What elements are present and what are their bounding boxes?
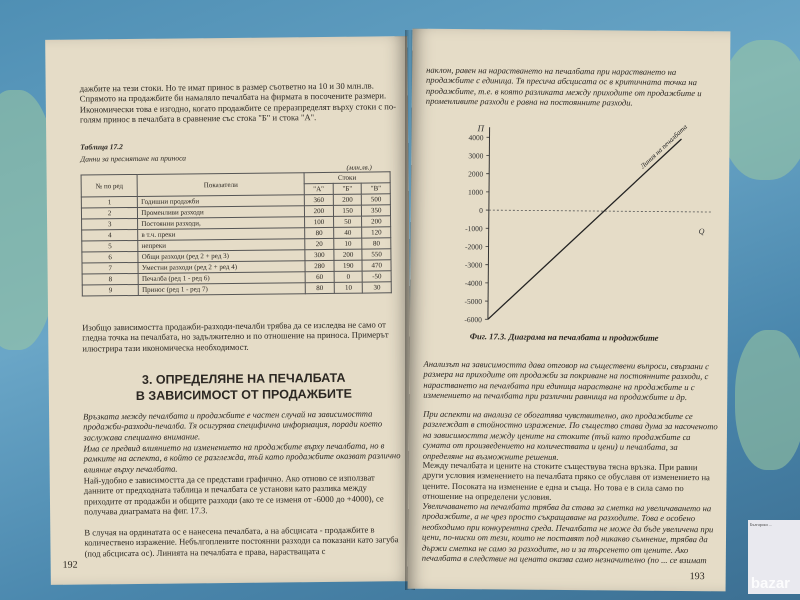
table-cell-no: 3 [82,218,138,230]
y-tick-label: -1000 [465,224,483,234]
table-cell-a: 80 [305,282,334,293]
y-tick-label: -3000 [464,260,483,270]
scrap-text: Български ... [750,522,772,527]
y-tick-label: 1000 [467,187,484,197]
y-tick-label: 4000 [468,133,484,143]
table-cell-no: 4 [82,229,138,241]
body-paragraph-1: Връзката между печалбата и продажбите е частен случай на зависимостта продажби-разходи-печалба. Тя осигурява специфична информация, поради което заслужава специално внимание. [83,408,383,443]
intro-paragraph: дажбите на тези стоки. Но те имат принос в размер съответно на 10 и 30 млн.лв. Спрямото на продажбите би намаляло печалбата на фирмата в посочените размери. Икономически това е изгодно, когато продажбите се преразпределят върху стоки с по-голям принос в печалбата в сравнение със стока "Б" и стока "А". [79,80,397,125]
table-cell-no: 8 [82,273,138,285]
table-cell-a: 300 [305,249,334,260]
col-header-indicators: Показатели [137,173,304,197]
col-header-no: № по ред [81,174,138,197]
table-cell-a: 80 [305,227,334,238]
table-cell-a: 100 [304,216,333,227]
table-row [82,282,391,296]
table-cell-b: 200 [334,249,363,260]
y-tick-label: -2000 [465,242,483,252]
page-number-right: 193 [689,571,705,583]
table-cell-no: 7 [82,262,138,274]
y-tick-label: 0 [479,206,483,216]
x-axis-label: Q [698,226,705,236]
right-body-paragraph-2: При аспекти на анализа се обогатява чувствително, ако продажбите се разглеждат в стойностно изражение. По същество става дума за насоченото на зависимостта между цените на стоките (тъй като продажбите са сумата от произведението на количествата и цени) и печалбата, за определяне на възможните решения. [422,408,718,462]
table-subtitle: Данни за пресмятане на приноса [80,153,187,164]
table-cell-b: 50 [333,216,362,227]
table-caption: Таблица 17.2 [80,142,123,152]
map-landmass [735,330,800,470]
table-cell-b: 190 [334,260,363,271]
profit-chart [430,119,722,337]
table-cell-v: 120 [362,227,391,238]
right-body-paragraph-3: Между печалбата и цените на стоките съществува тясна връзка. При равни други условия изменението на печалбата прякo се обуславя от изменението на цените. Посоката на изменение е една и съща. Но това е в сила само по отношение на определени условия. [422,459,710,503]
table-cell-no: 9 [82,284,138,296]
table-cell-label: Променливи разходи [138,206,305,219]
table-cell-v: 30 [363,282,392,293]
section-title-line-2: В ЗАВИСИМОСТ ОТ ПРОДАЖБИТЕ [135,386,352,403]
after-table-paragraph: Изобщо зависимостта продажби-разходи-печалби трябва да се изследва не само от гледна точка на печалбата, но задължително и по отношение на приноса. Примерът илюстрира тази икономическа необходимост. [82,319,389,354]
table-cell-label: Годишни продажби [138,195,305,208]
col-header-goods: Стоки [304,172,390,184]
y-tick-label: 3000 [468,151,484,161]
table-cell-v: -50 [363,271,392,282]
col-header-a: "А" [304,183,333,194]
table-cell-no: 6 [82,251,138,263]
y-tick-label: 2000 [468,169,484,179]
table-cell-b: 200 [333,194,362,205]
table-cell-label: в т.ч. преки [138,228,305,241]
table-cell-label: Печалба (ред 1 - ред 6) [138,272,305,285]
table-cell-no: 1 [81,196,137,208]
body-paragraph-4: В случая на ординатата ос е нанесена печалбата, а на абсцисата - продажбите в количествено изражение. Небългоплените постоянни разходи са показани като загуба (под абсцисата ос). Линията на печалбата е права, нарастващата с [84,524,399,559]
table-cell-a: 360 [304,194,333,205]
y-axis [488,127,490,319]
profit-line [488,137,682,321]
table-cell-label: Общи разходи (ред 2 + ред 3) [138,250,305,263]
body-paragraph-2: Има се предвид влиянието на изменението на продажбите върху печалбата, но в рамките на аспекта, в който се разглежда, тъй като продажбите оказват различно влияние върху печалбата. [83,440,401,475]
table-cell-b: 10 [334,238,363,249]
table-cell-v: 200 [362,216,391,227]
y-tick-label: -6000 [464,315,482,325]
figure-caption: Фиг. 17.3. Диаграма на печалбата и продажбите [469,331,659,343]
section-title-line-1: 3. ОПРЕДЕЛЯНЕ НА ПЕЧАЛБАТА [141,370,346,387]
book-page-right [408,29,731,592]
table-cell-b: 0 [334,271,363,282]
table-cell-v: 350 [362,205,391,216]
table-cell-label: Уместни разходи (ред 2 + ред 4) [138,261,305,274]
table-cell-label: непреки [138,239,305,252]
col-header-v: "В" [362,183,391,194]
table-cell-v: 550 [362,249,391,260]
table-cell-a: 280 [305,260,334,271]
profit-line-label: Линия на печалбата [638,123,689,171]
body-paragraph-3: Най-удобно е зависимостта да се представи графично. Ако отново се използват данните от предходната таблица и печалбата се установи като разлика между приходите от продажби и общите разходи (ако те се изменя от -6000 до +4000), се получава диаграмата на фиг. 17.3. [83,472,384,517]
table-cell-v: 80 [362,238,391,249]
top-paragraph: наклон, равен на нарастването на печалбата при нарастването на продажбите с единица. Тя пресича абсцисата ос в критичната точка на продажбите, т.е. в която разликата между приходите от продажбите и променливите разходи е равна на постоянните разходи. [425,64,702,108]
watermark-logo: bazar [750,575,790,592]
table-cell-b: 150 [333,205,362,216]
table-cell-no: 2 [81,207,137,219]
table-cell-v: 500 [362,194,391,205]
section-title [129,370,359,404]
y-tick-label: -4000 [464,278,483,288]
right-body-paragraph-1: Анализът на зависимостта дава отговор на съществени въпроси, свързани с размера на приходите от продажби за покриване на постоянните разходи, с нарастването на печалбата при единица нарастване на продажбите и с изменението на печалбата при различни равнища на продажбите и др. [423,358,709,403]
data-table [81,171,392,296]
page-number-left: 192 [62,559,78,571]
table-cell-a: 200 [304,205,333,216]
table-cell-a: 60 [305,271,334,282]
table-cell-v: 470 [362,260,391,271]
table-cell-no: 5 [82,240,138,252]
col-header-b: "Б" [333,183,362,194]
map-landmass [720,40,800,180]
y-tick-label: -5000 [464,296,483,307]
table-cell-b: 10 [334,282,363,293]
book-page-left [45,36,413,585]
table-cell-b: 40 [334,227,363,238]
table-cell-label: Постоянни разходи, [138,217,305,230]
table-unit: (млн.лв.) [346,163,372,172]
right-body-paragraph-4: Увеличаването на печалбата трябва да става за сметка на увеличаването на продажбите, а не чрез просто съкращаване на разходите. Това е особено необходимо при конкурентна среда. Печалбата не може да бъде увеличена при цени, по-ниски от тези, които не поставят под никакво съмнение, трябва да държи сметка не само за разходите, но и за търсенето от цените. Ако печалбата в следствие на цената оказва само незначително (по ... се взимат [421,500,714,566]
x-axis [489,210,711,212]
table-cell-label: Принос (ред 1 - ред 7) [139,283,306,296]
table-cell-a: 20 [305,238,334,249]
y-axis-label: П [477,123,485,134]
